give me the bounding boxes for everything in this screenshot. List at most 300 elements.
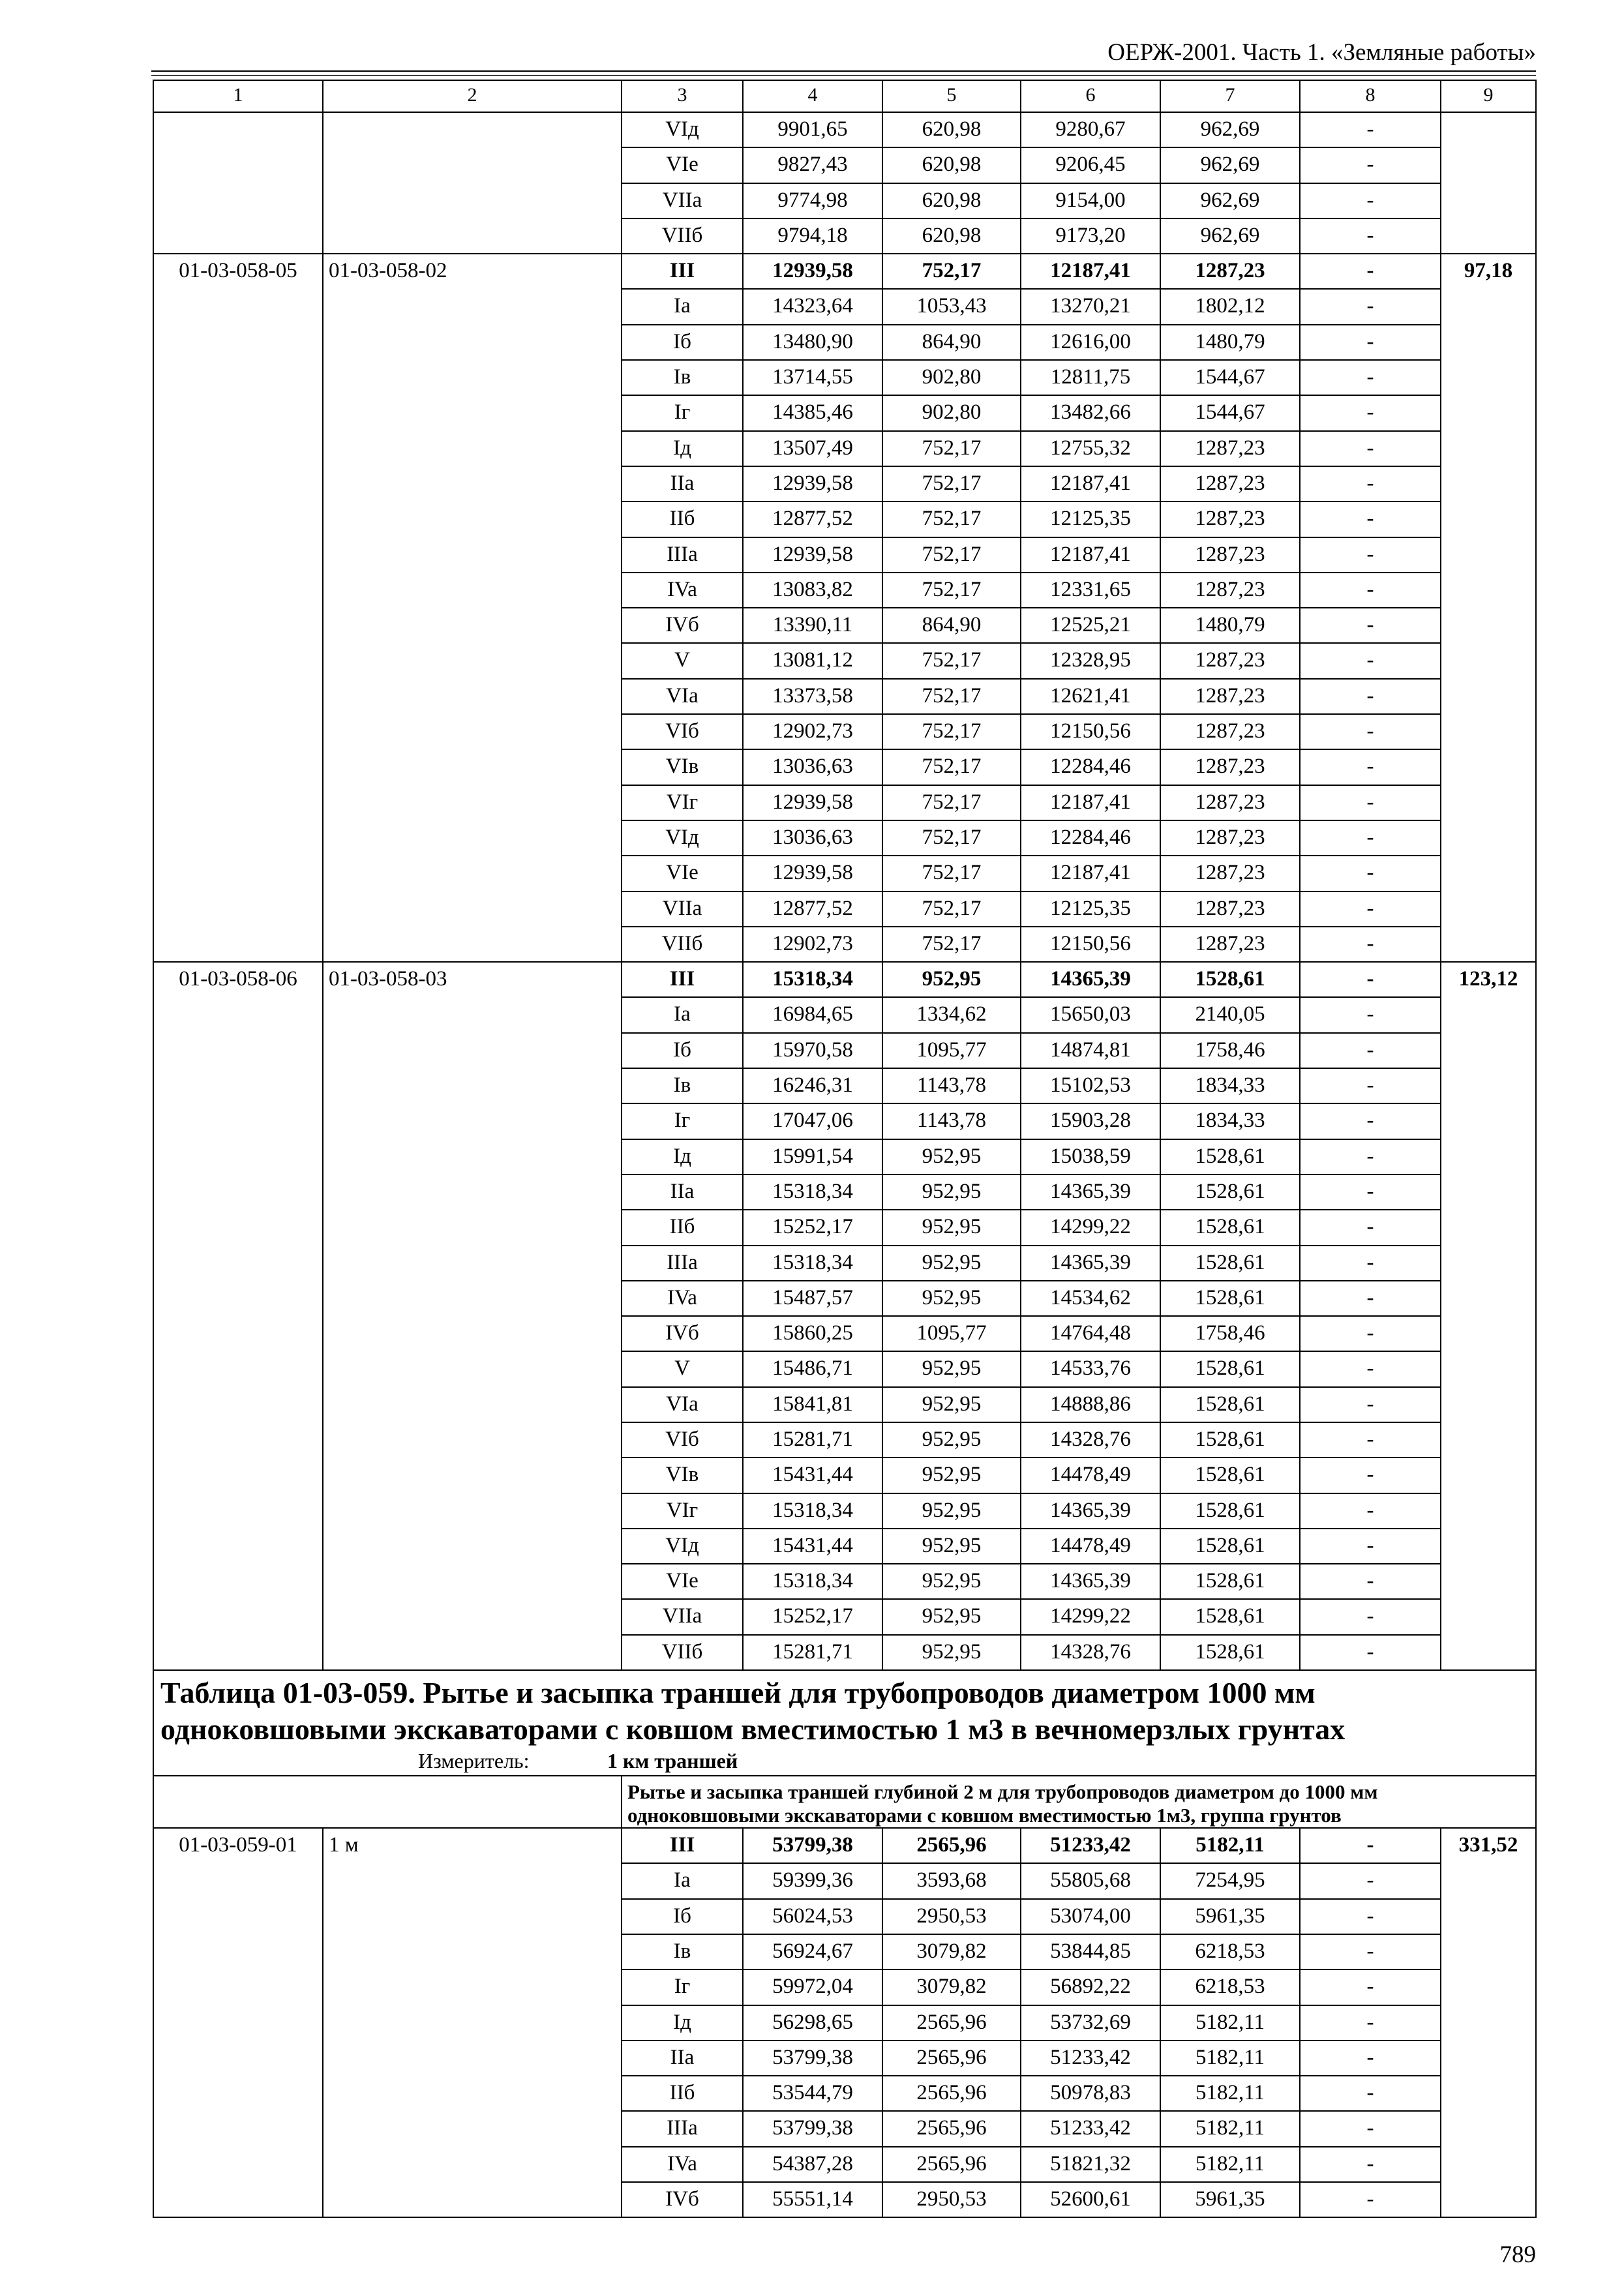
total-cost-cell: 15970,58 <box>743 1033 882 1068</box>
materials-cost-cell: - <box>1300 891 1441 927</box>
total-cost-cell: 15991,54 <box>743 1139 882 1174</box>
column-number: 6 <box>1021 80 1160 112</box>
wages-cost-cell: 952,95 <box>882 1599 1021 1634</box>
materials-cost-cell: - <box>1300 679 1441 714</box>
total-cost-cell: 14323,64 <box>743 289 882 324</box>
soil-group-cell: III <box>622 254 743 289</box>
soil-group-cell: VIIб <box>622 1635 743 1670</box>
machinist-wages-cell: 1528,61 <box>1160 1458 1300 1493</box>
materials-cost-cell: - <box>1300 2076 1441 2111</box>
soil-group-cell: VIд <box>622 820 743 856</box>
work-description: Рытье и засыпка траншей глубиной 2 м для трубопроводов диаметром до 1000 мм одноковшовыми экскаваторами с ковшом вместимостью 1м3, группа грунтов <box>622 1776 1536 1828</box>
materials-cost-cell: - <box>1300 395 1441 430</box>
machine-cost-cell: 13482,66 <box>1021 395 1160 430</box>
materials-cost-cell: - <box>1300 183 1441 218</box>
machinist-wages-cell: 962,69 <box>1160 147 1300 183</box>
soil-group-cell: VIв <box>622 749 743 785</box>
wages-cost-cell: 752,17 <box>882 820 1021 856</box>
rate-reference: 01-03-058-03 <box>323 962 622 1670</box>
machinist-wages-cell: 1528,61 <box>1160 1599 1300 1634</box>
labor-cost <box>1441 112 1536 254</box>
machine-cost-cell: 12525,21 <box>1021 608 1160 643</box>
materials-cost-cell: - <box>1300 1899 1441 1934</box>
column-number: 2 <box>323 80 622 112</box>
materials-cost-cell: - <box>1300 643 1441 678</box>
wages-cost-cell: 1143,78 <box>882 1103 1021 1139</box>
soil-group-cell: IVa <box>622 2147 743 2182</box>
header-rule-thin <box>151 75 1536 76</box>
soil-group-cell: V <box>622 1351 743 1386</box>
machinist-wages-cell: 1544,67 <box>1160 395 1300 430</box>
soil-group-cell: VIe <box>622 1564 743 1599</box>
soil-group-cell: Iб <box>622 1033 743 1068</box>
total-cost-cell: 15841,81 <box>743 1387 882 1422</box>
total-cost-cell: 9827,43 <box>743 147 882 183</box>
machine-cost-cell: 12150,56 <box>1021 714 1160 749</box>
total-cost-cell: 13390,11 <box>743 608 882 643</box>
materials-cost-cell: - <box>1300 1033 1441 1068</box>
machine-cost-cell: 51233,42 <box>1021 1828 1160 1863</box>
wages-cost-cell: 1095,77 <box>882 1033 1021 1068</box>
materials-cost-cell: - <box>1300 2005 1441 2041</box>
materials-cost-cell: - <box>1300 962 1441 997</box>
wages-cost-cell: 752,17 <box>882 466 1021 501</box>
machinist-wages-cell: 1287,23 <box>1160 643 1300 678</box>
machine-cost-cell: 12187,41 <box>1021 254 1160 289</box>
machinist-wages-cell: 1544,67 <box>1160 360 1300 395</box>
total-cost-cell: 16246,31 <box>743 1068 882 1103</box>
wages-cost-cell: 752,17 <box>882 749 1021 785</box>
rate-code: 01-03-059-01 <box>153 1828 323 2217</box>
total-cost-cell: 9794,18 <box>743 218 882 254</box>
materials-cost-cell: - <box>1300 749 1441 785</box>
table-title-row <box>153 1670 1536 1776</box>
running-header: ОЕРЖ-2001. Часть 1. «Земляные работы» <box>1107 39 1536 66</box>
materials-cost-cell: - <box>1300 112 1441 147</box>
machine-cost-cell: 14328,76 <box>1021 1422 1160 1458</box>
total-cost-cell: 56924,67 <box>743 1934 882 1969</box>
materials-cost-cell: - <box>1300 1635 1441 1670</box>
machine-cost-cell: 14328,76 <box>1021 1635 1160 1670</box>
machinist-wages-cell: 1480,79 <box>1160 325 1300 360</box>
wages-cost-cell: 902,80 <box>882 395 1021 430</box>
total-cost-cell: 12939,58 <box>743 254 882 289</box>
materials-cost-cell: - <box>1300 1139 1441 1174</box>
machinist-wages-cell: 1528,61 <box>1160 1529 1300 1564</box>
total-cost-cell: 55551,14 <box>743 2182 882 2217</box>
wages-cost-cell: 620,98 <box>882 183 1021 218</box>
wages-cost-cell: 1143,78 <box>882 1068 1021 1103</box>
soil-group-cell: VIIб <box>622 218 743 254</box>
total-cost-cell: 12939,58 <box>743 856 882 891</box>
total-cost-cell: 53799,38 <box>743 2111 882 2146</box>
total-cost-cell: 53799,38 <box>743 2041 882 2076</box>
machinist-wages-cell: 1287,23 <box>1160 573 1300 608</box>
machine-cost-cell: 14299,22 <box>1021 1210 1160 1245</box>
machine-cost-cell: 12187,41 <box>1021 785 1160 820</box>
wages-cost-cell: 752,17 <box>882 501 1021 537</box>
machine-cost-cell: 12811,75 <box>1021 360 1160 395</box>
total-cost-cell: 14385,46 <box>743 395 882 430</box>
total-cost-cell: 12939,58 <box>743 466 882 501</box>
soil-group-cell: IVa <box>622 573 743 608</box>
machine-cost-cell: 12187,41 <box>1021 537 1160 573</box>
wages-cost-cell: 752,17 <box>882 643 1021 678</box>
machine-cost-cell: 53732,69 <box>1021 2005 1160 2041</box>
total-cost-cell: 59399,36 <box>743 1863 882 1898</box>
soil-group-cell: Ia <box>622 289 743 324</box>
rates-table <box>153 80 1537 2218</box>
wages-cost-cell: 752,17 <box>882 927 1021 962</box>
machinist-wages-cell: 1528,61 <box>1160 962 1300 997</box>
soil-group-cell: VIв <box>622 1458 743 1493</box>
soil-group-cell: Iд <box>622 2005 743 2041</box>
materials-cost-cell: - <box>1300 1599 1441 1634</box>
total-cost-cell: 15318,34 <box>743 1246 882 1281</box>
table-title-cell <box>153 1670 1536 1776</box>
wages-cost-cell: 952,95 <box>882 1564 1021 1599</box>
machinist-wages-cell: 6218,53 <box>1160 1969 1300 2005</box>
table-row <box>153 112 1536 147</box>
machine-cost-cell: 9154,00 <box>1021 183 1160 218</box>
materials-cost-cell: - <box>1300 1246 1441 1281</box>
materials-cost-cell: - <box>1300 254 1441 289</box>
labor-cost: 123,12 <box>1441 962 1536 1670</box>
soil-group-cell: VIa <box>622 1387 743 1422</box>
materials-cost-cell: - <box>1300 360 1441 395</box>
machinist-wages-cell: 5961,35 <box>1160 2182 1300 2217</box>
soil-group-cell: Iд <box>622 431 743 466</box>
total-cost-cell: 13480,90 <box>743 325 882 360</box>
materials-cost-cell: - <box>1300 608 1441 643</box>
materials-cost-cell: - <box>1300 1493 1441 1529</box>
rate-code: 01-03-058-05 <box>153 254 323 962</box>
materials-cost-cell: - <box>1300 1210 1441 1245</box>
machine-cost-cell: 12331,65 <box>1021 573 1160 608</box>
machinist-wages-cell: 1528,61 <box>1160 1493 1300 1529</box>
materials-cost-cell: - <box>1300 1934 1441 1969</box>
soil-group-cell: IIa <box>622 2041 743 2076</box>
machinist-wages-cell: 1528,61 <box>1160 1422 1300 1458</box>
materials-cost-cell: - <box>1300 466 1441 501</box>
soil-group-cell: Iв <box>622 1934 743 1969</box>
machinist-wages-cell: 1834,33 <box>1160 1103 1300 1139</box>
machinist-wages-cell: 1287,23 <box>1160 254 1300 289</box>
labor-cost: 97,18 <box>1441 254 1536 962</box>
machinist-wages-cell: 1528,61 <box>1160 1387 1300 1422</box>
total-cost-cell: 12877,52 <box>743 501 882 537</box>
table-row <box>153 254 1536 289</box>
measure-label: Измеритель: <box>418 1749 530 1773</box>
soil-group-cell: IVб <box>622 608 743 643</box>
total-cost-cell: 12902,73 <box>743 927 882 962</box>
machinist-wages-cell: 1802,12 <box>1160 289 1300 324</box>
wages-cost-cell: 2950,53 <box>882 1899 1021 1934</box>
machinist-wages-cell: 1287,23 <box>1160 749 1300 785</box>
materials-cost-cell: - <box>1300 147 1441 183</box>
machine-cost-cell: 12328,95 <box>1021 643 1160 678</box>
soil-group-cell: IIa <box>622 466 743 501</box>
machine-cost-cell: 12187,41 <box>1021 856 1160 891</box>
machinist-wages-cell: 5182,11 <box>1160 1828 1300 1863</box>
materials-cost-cell: - <box>1300 1828 1441 1863</box>
wages-cost-cell: 752,17 <box>882 573 1021 608</box>
wages-cost-cell: 864,90 <box>882 325 1021 360</box>
total-cost-cell: 13507,49 <box>743 431 882 466</box>
wages-cost-cell: 952,95 <box>882 1493 1021 1529</box>
wages-cost-cell: 952,95 <box>882 1635 1021 1670</box>
wages-cost-cell: 620,98 <box>882 218 1021 254</box>
machine-cost-cell: 9206,45 <box>1021 147 1160 183</box>
materials-cost-cell: - <box>1300 431 1441 466</box>
materials-cost-cell: - <box>1300 1103 1441 1139</box>
machinist-wages-cell: 962,69 <box>1160 218 1300 254</box>
description-row <box>153 1776 1536 1828</box>
soil-group-cell: IVб <box>622 2182 743 2217</box>
machine-cost-cell: 14874,81 <box>1021 1033 1160 1068</box>
total-cost-cell: 16984,65 <box>743 997 882 1032</box>
machine-cost-cell: 14888,86 <box>1021 1387 1160 1422</box>
wages-cost-cell: 952,95 <box>882 1174 1021 1210</box>
machine-cost-cell: 15650,03 <box>1021 997 1160 1032</box>
total-cost-cell: 9901,65 <box>743 112 882 147</box>
soil-group-cell: V <box>622 643 743 678</box>
total-cost-cell: 13083,82 <box>743 573 882 608</box>
column-number: 5 <box>882 80 1021 112</box>
machine-cost-cell: 14478,49 <box>1021 1458 1160 1493</box>
column-number: 7 <box>1160 80 1300 112</box>
soil-group-cell: III <box>622 1828 743 1863</box>
wages-cost-cell: 620,98 <box>882 112 1021 147</box>
materials-cost-cell: - <box>1300 2182 1441 2217</box>
wages-cost-cell: 952,95 <box>882 1139 1021 1174</box>
wages-cost-cell: 952,95 <box>882 1458 1021 1493</box>
materials-cost-cell: - <box>1300 2147 1441 2182</box>
machinist-wages-cell: 1758,46 <box>1160 1316 1300 1351</box>
wages-cost-cell: 952,95 <box>882 1387 1021 1422</box>
soil-group-cell: VIб <box>622 714 743 749</box>
total-cost-cell: 15860,25 <box>743 1316 882 1351</box>
materials-cost-cell: - <box>1300 501 1441 537</box>
machinist-wages-cell: 1528,61 <box>1160 1564 1300 1599</box>
soil-group-cell: VIIб <box>622 927 743 962</box>
total-cost-cell: 13081,12 <box>743 643 882 678</box>
wages-cost-cell: 3079,82 <box>882 1969 1021 2005</box>
materials-cost-cell: - <box>1300 820 1441 856</box>
materials-cost-cell: - <box>1300 537 1441 573</box>
wages-cost-cell: 2565,96 <box>882 1828 1021 1863</box>
wages-cost-cell: 620,98 <box>882 147 1021 183</box>
machinist-wages-cell: 1287,23 <box>1160 431 1300 466</box>
machine-cost-cell: 56892,22 <box>1021 1969 1160 2005</box>
machinist-wages-cell: 5182,11 <box>1160 2111 1300 2146</box>
materials-cost-cell: - <box>1300 714 1441 749</box>
soil-group-cell: VIд <box>622 1529 743 1564</box>
wages-cost-cell: 1053,43 <box>882 289 1021 324</box>
materials-cost-cell: - <box>1300 1316 1441 1351</box>
soil-group-cell: Iб <box>622 325 743 360</box>
machinist-wages-cell: 5182,11 <box>1160 2041 1300 2076</box>
machine-cost-cell: 14365,39 <box>1021 1564 1160 1599</box>
wages-cost-cell: 752,17 <box>882 537 1021 573</box>
total-cost-cell: 12877,52 <box>743 891 882 927</box>
materials-cost-cell: - <box>1300 1281 1441 1316</box>
machine-cost-cell: 14478,49 <box>1021 1529 1160 1564</box>
machine-cost-cell: 15038,59 <box>1021 1139 1160 1174</box>
machine-cost-cell: 14365,39 <box>1021 962 1160 997</box>
total-cost-cell: 12939,58 <box>743 537 882 573</box>
wages-cost-cell: 3593,68 <box>882 1863 1021 1898</box>
total-cost-cell: 15487,57 <box>743 1281 882 1316</box>
total-cost-cell: 56024,53 <box>743 1899 882 1934</box>
soil-group-cell: VIб <box>622 1422 743 1458</box>
total-cost-cell: 15431,44 <box>743 1529 882 1564</box>
total-cost-cell: 15486,71 <box>743 1351 882 1386</box>
machine-cost-cell: 12284,46 <box>1021 820 1160 856</box>
wages-cost-cell: 1095,77 <box>882 1316 1021 1351</box>
machine-cost-cell: 55805,68 <box>1021 1863 1160 1898</box>
total-cost-cell: 15281,71 <box>743 1422 882 1458</box>
machinist-wages-cell: 1528,61 <box>1160 1635 1300 1670</box>
column-number: 8 <box>1300 80 1441 112</box>
machinist-wages-cell: 5182,11 <box>1160 2076 1300 2111</box>
soil-group-cell: IIб <box>622 1210 743 1245</box>
materials-cost-cell: - <box>1300 1068 1441 1103</box>
machinist-wages-cell: 7254,95 <box>1160 1863 1300 1898</box>
total-cost-cell: 56298,65 <box>743 2005 882 2041</box>
machine-cost-cell: 12755,32 <box>1021 431 1160 466</box>
machine-cost-cell: 9173,20 <box>1021 218 1160 254</box>
soil-group-cell: Iг <box>622 1103 743 1139</box>
machine-cost-cell: 12621,41 <box>1021 679 1160 714</box>
column-number-row <box>153 80 1536 112</box>
materials-cost-cell: - <box>1300 1969 1441 2005</box>
soil-group-cell: Ia <box>622 1863 743 1898</box>
soil-group-cell: VIe <box>622 856 743 891</box>
wages-cost-cell: 864,90 <box>882 608 1021 643</box>
machinist-wages-cell: 1287,23 <box>1160 501 1300 537</box>
total-cost-cell: 15318,34 <box>743 1174 882 1210</box>
total-cost-cell: 12939,58 <box>743 785 882 820</box>
wages-cost-cell: 952,95 <box>882 1529 1021 1564</box>
machinist-wages-cell: 1287,23 <box>1160 820 1300 856</box>
total-cost-cell: 17047,06 <box>743 1103 882 1139</box>
machinist-wages-cell: 6218,53 <box>1160 1934 1300 1969</box>
table-row <box>153 962 1536 997</box>
table-row <box>153 1828 1536 1863</box>
soil-group-cell: IVa <box>622 1281 743 1316</box>
wages-cost-cell: 1334,62 <box>882 997 1021 1032</box>
column-number: 3 <box>622 80 743 112</box>
materials-cost-cell: - <box>1300 1458 1441 1493</box>
machine-cost-cell: 13270,21 <box>1021 289 1160 324</box>
measure-value: 1 км траншей <box>607 1749 738 1773</box>
machine-cost-cell: 9280,67 <box>1021 112 1160 147</box>
total-cost-cell: 9774,98 <box>743 183 882 218</box>
machine-cost-cell: 51233,42 <box>1021 2111 1160 2146</box>
description-spacer <box>153 1776 622 1828</box>
soil-group-cell: IIIa <box>622 537 743 573</box>
machinist-wages-cell: 962,69 <box>1160 183 1300 218</box>
machine-cost-cell: 14299,22 <box>1021 1599 1160 1634</box>
column-number: 9 <box>1441 80 1536 112</box>
soil-group-cell: Iг <box>622 395 743 430</box>
machine-cost-cell: 14764,48 <box>1021 1316 1160 1351</box>
wages-cost-cell: 3079,82 <box>882 1934 1021 1969</box>
wages-cost-cell: 952,95 <box>882 1210 1021 1245</box>
machinist-wages-cell: 1287,23 <box>1160 927 1300 962</box>
materials-cost-cell: - <box>1300 997 1441 1032</box>
machine-cost-cell: 14534,62 <box>1021 1281 1160 1316</box>
materials-cost-cell: - <box>1300 1351 1441 1386</box>
total-cost-cell: 53799,38 <box>743 1828 882 1863</box>
wages-cost-cell: 752,17 <box>882 431 1021 466</box>
total-cost-cell: 53544,79 <box>743 2076 882 2111</box>
wages-cost-cell: 952,95 <box>882 1281 1021 1316</box>
soil-group-cell: VIIa <box>622 183 743 218</box>
materials-cost-cell: - <box>1300 289 1441 324</box>
wages-cost-cell: 752,17 <box>882 714 1021 749</box>
machine-cost-cell: 50978,83 <box>1021 2076 1160 2111</box>
machine-cost-cell: 14365,39 <box>1021 1493 1160 1529</box>
materials-cost-cell: - <box>1300 1422 1441 1458</box>
machinist-wages-cell: 1528,61 <box>1160 1351 1300 1386</box>
wages-cost-cell: 2565,96 <box>882 2005 1021 2041</box>
machine-cost-cell: 14533,76 <box>1021 1351 1160 1386</box>
wages-cost-cell: 2565,96 <box>882 2076 1021 2111</box>
machine-cost-cell: 12284,46 <box>1021 749 1160 785</box>
machinist-wages-cell: 1528,61 <box>1160 1210 1300 1245</box>
total-cost-cell: 15252,17 <box>743 1210 882 1245</box>
wages-cost-cell: 752,17 <box>882 891 1021 927</box>
materials-cost-cell: - <box>1300 785 1441 820</box>
soil-group-cell: VIг <box>622 1493 743 1529</box>
wages-cost-cell: 902,80 <box>882 360 1021 395</box>
machinist-wages-cell: 1480,79 <box>1160 608 1300 643</box>
machinist-wages-cell: 1287,23 <box>1160 785 1300 820</box>
soil-group-cell: IVб <box>622 1316 743 1351</box>
wages-cost-cell: 2565,96 <box>882 2111 1021 2146</box>
labor-cost: 331,52 <box>1441 1828 1536 2217</box>
machine-cost-cell: 15903,28 <box>1021 1103 1160 1139</box>
wages-cost-cell: 2565,96 <box>882 2041 1021 2076</box>
page-number: 789 <box>1499 2241 1536 2268</box>
machine-cost-cell: 53844,85 <box>1021 1934 1160 1969</box>
total-cost-cell: 13036,63 <box>743 820 882 856</box>
wages-cost-cell: 952,95 <box>882 1351 1021 1386</box>
materials-cost-cell: - <box>1300 325 1441 360</box>
wages-cost-cell: 752,17 <box>882 856 1021 891</box>
total-cost-cell: 15281,71 <box>743 1635 882 1670</box>
materials-cost-cell: - <box>1300 1564 1441 1599</box>
soil-group-cell: VIг <box>622 785 743 820</box>
machinist-wages-cell: 1287,23 <box>1160 679 1300 714</box>
soil-group-cell: IIб <box>622 2076 743 2111</box>
machinist-wages-cell: 5182,11 <box>1160 2147 1300 2182</box>
soil-group-cell: VIe <box>622 147 743 183</box>
machine-cost-cell: 12187,41 <box>1021 466 1160 501</box>
machine-cost-cell: 12125,35 <box>1021 501 1160 537</box>
total-cost-cell: 15252,17 <box>743 1599 882 1634</box>
materials-cost-cell: - <box>1300 1387 1441 1422</box>
rate-reference <box>323 112 622 254</box>
machine-cost-cell: 14365,39 <box>1021 1246 1160 1281</box>
total-cost-cell: 13714,55 <box>743 360 882 395</box>
machine-cost-cell: 52600,61 <box>1021 2182 1160 2217</box>
soil-group-cell: Iв <box>622 1068 743 1103</box>
wages-cost-cell: 752,17 <box>882 785 1021 820</box>
total-cost-cell: 15318,34 <box>743 1564 882 1599</box>
